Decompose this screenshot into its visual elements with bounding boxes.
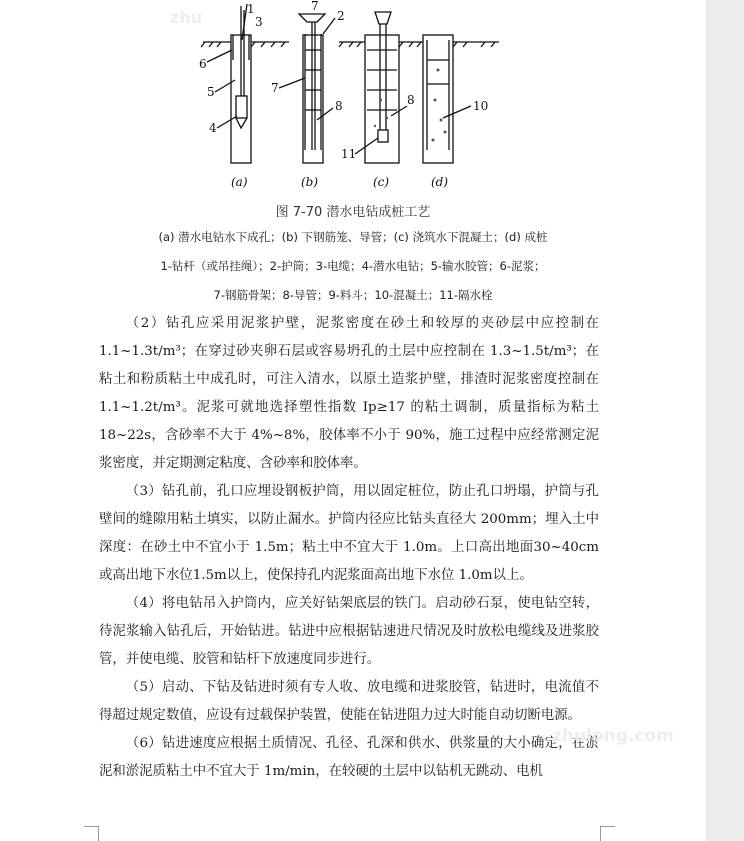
pile-process-figure <box>195 0 505 196</box>
paragraph-6: （6）钻进速度应根据土质情况、孔径、孔深和供水、供浆量的大小确定，在淤泥和淤泥质粘土中不宜大于 1m/min，在较硬的土层中以钻机无跳动、电机 <box>99 736 599 779</box>
document-sidebar <box>706 0 744 841</box>
label-5: 5 <box>207 85 215 99</box>
corner-mark-right <box>600 826 615 841</box>
figure-title: 图 7-70 潜水电钻成桩工艺 <box>275 205 431 220</box>
subfig-b: (b) <box>301 175 319 189</box>
watermark-bottom: zhulong.com <box>552 726 674 746</box>
subfig-a: (a) <box>231 175 248 189</box>
label-7: 7 <box>271 81 279 95</box>
caption-line-1: (a) 潜水电钻水下成孔；(b) 下钢筋笼、导管；(c) 浇筑水下混凝土；(d) 成桩 <box>158 230 548 244</box>
subfig-d: (d) <box>431 175 449 189</box>
paragraph-4: （4）将电钻吊入护筒内，应关好钻架底层的铁门。启动砂石泵，使电钻空转，待泥浆输入钻孔后，开始钻进。钻进中应根据钻速进尺情况及时放松电缆线及进浆胶管，并使电缆、胶管和钻杆下放速度同步进行。 <box>99 596 599 667</box>
caption-line-2: 1-钻杆（或吊挂绳）；2-护筒；3-电缆；4-潜水电钻；5-输水胶管；6-泥浆； <box>160 259 546 273</box>
label-8c: 8 <box>407 93 415 107</box>
label-1: 1 <box>247 2 255 16</box>
label-7-top: 7 <box>311 0 319 13</box>
watermark-top: zhu <box>170 8 203 27</box>
body-text <box>99 310 599 786</box>
label-3: 3 <box>255 15 263 29</box>
label-4: 4 <box>209 121 217 135</box>
corner-mark-left <box>84 826 99 841</box>
label-6: 6 <box>199 57 207 71</box>
label-8b: 8 <box>335 99 343 113</box>
paragraph-5: （5）启动、下钻及钻进时须有专人收、放电缆和进浆胶管，钻进时，电流值不得超过规定数值，应设有过载保护装置，使能在钻进阻力过大时能自动切断电源。 <box>99 680 599 723</box>
caption-line-3: 7-钢筋骨架；8-导管；9-料斗；10-混凝土；11-隔水栓 <box>213 288 493 302</box>
subfig-c: (c) <box>373 175 390 189</box>
label-2: 2 <box>337 9 345 23</box>
paragraph-2: （2）钻孔应采用泥浆护壁，泥浆密度在砂土和较厚的夹砂层中应控制在1.1~1.3t/m³；在穿过砂夹卵石层或容易坍孔的土层中应控制在 1.3~1.5t/m³；在粘土和粉质粘土中成孔时，可注入清水，以原土造浆护壁，排渣时泥浆密度控制在1.1~1.2t/m³。泥浆可就地选择塑性指数 Ip≥17 的粘土调制，质量指标为粘土18~22s，含砂率不大于 4%~8%，胶体率不小于 90%，施工过程中应经常测定泥浆密度，并定期测定粘度、含砂率和胶体率。 <box>99 316 599 471</box>
paragraph-3: （3）钻孔前，孔口应埋设钢板护筒，用以固定桩位，防止孔口坍塌，护筒与孔壁间的缝隙用粘土填实，以防止漏水。护筒内径应比钻头直径大 200mm；埋入土中深度：在砂土中不宜小于 1.5m；粘土中不宜大于 1.0m。上口高出地面30~40cm或高出地下水位1.5m以上，使保持孔内泥浆面高出地下水位 1.0m以上。 <box>99 484 599 583</box>
label-11: 11 <box>341 147 357 161</box>
label-10: 10 <box>473 99 489 113</box>
